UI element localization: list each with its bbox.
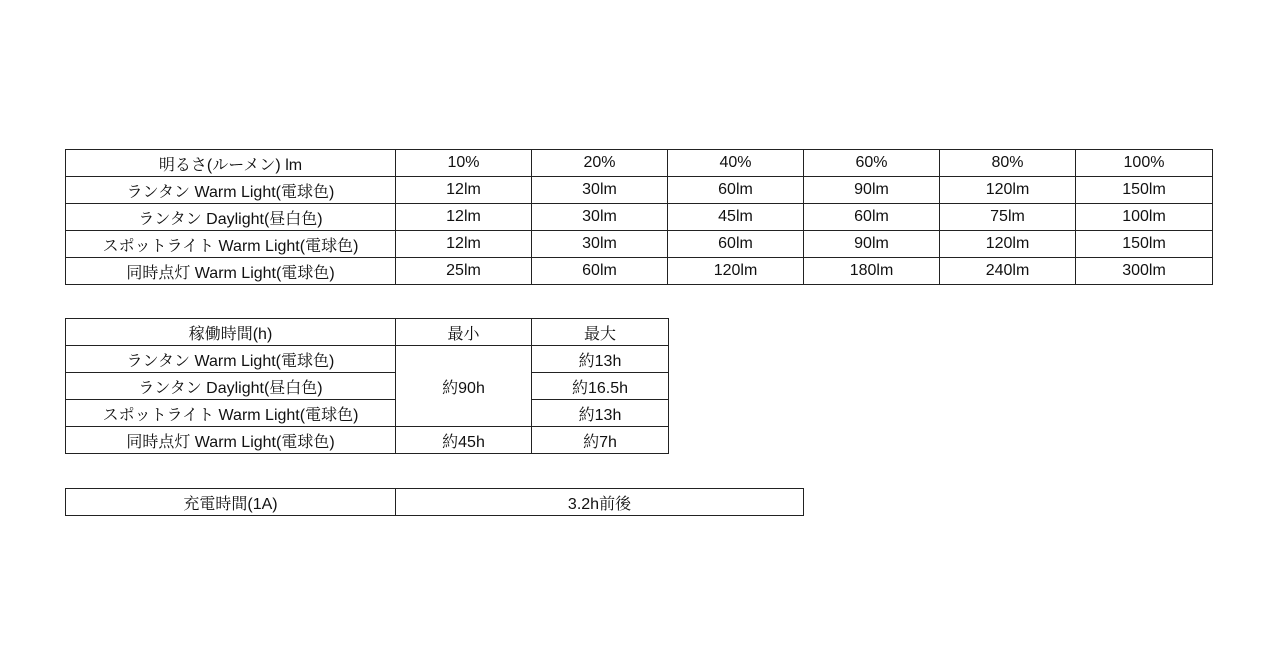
table-cell: 60lm	[668, 231, 804, 258]
table-cell: 60lm	[532, 258, 668, 285]
table-cell: 90lm	[804, 231, 940, 258]
row-label: ランタン Daylight(昼白色)	[66, 373, 396, 400]
table-cell: 30lm	[532, 204, 668, 231]
table-cell: 120lm	[668, 258, 804, 285]
charge-table	[65, 488, 804, 516]
table-cell: 30lm	[532, 231, 668, 258]
table-cell: 120lm	[940, 177, 1076, 204]
header-cell: 最大	[532, 319, 669, 346]
table-row	[66, 373, 669, 400]
table-cell: 3.2h前後	[396, 489, 804, 516]
table-cell: 約7h	[532, 427, 669, 454]
table-row	[66, 400, 669, 427]
row-label: スポットライト Warm Light(電球色)	[66, 400, 396, 427]
row-label: ランタン Daylight(昼白色)	[66, 204, 396, 231]
table-cell: 75lm	[940, 204, 1076, 231]
row-label: 同時点灯 Warm Light(電球色)	[66, 258, 396, 285]
table-cell: 150lm	[1076, 231, 1213, 258]
table-row	[66, 346, 669, 373]
table-cell: 約13h	[532, 346, 669, 373]
merged-min-cell: 約90h	[396, 346, 532, 427]
table-cell: 約45h	[396, 427, 532, 454]
table-cell: 120lm	[940, 231, 1076, 258]
header-cell: 稼働時間(h)	[66, 319, 396, 346]
header-cell: 明るさ(ルーメン) lm	[66, 150, 396, 177]
header-cell: 最小	[396, 319, 532, 346]
table-cell: 12lm	[396, 231, 532, 258]
table-cell: 30lm	[532, 177, 668, 204]
table-cell: 約16.5h	[532, 373, 669, 400]
row-label: 充電時間(1A)	[66, 489, 396, 516]
table-cell: 約13h	[532, 400, 669, 427]
header-cell: 20%	[532, 150, 668, 177]
table-cell: 300lm	[1076, 258, 1213, 285]
table-cell: 180lm	[804, 258, 940, 285]
row-label: 同時点灯 Warm Light(電球色)	[66, 427, 396, 454]
header-cell: 80%	[940, 150, 1076, 177]
table-cell: 90lm	[804, 177, 940, 204]
row-label: ランタン Warm Light(電球色)	[66, 177, 396, 204]
row-label: スポットライト Warm Light(電球色)	[66, 231, 396, 258]
table-cell: 240lm	[940, 258, 1076, 285]
table-row	[66, 489, 804, 516]
table-cell: 12lm	[396, 177, 532, 204]
table-row	[66, 427, 669, 454]
table-row	[66, 177, 1213, 204]
table-cell: 45lm	[668, 204, 804, 231]
table-cell: 60lm	[804, 204, 940, 231]
table-cell: 12lm	[396, 204, 532, 231]
table-header-row	[66, 150, 1213, 177]
table-cell: 60lm	[668, 177, 804, 204]
header-cell: 40%	[668, 150, 804, 177]
table-row	[66, 204, 1213, 231]
table-row	[66, 231, 1213, 258]
table-cell: 25lm	[396, 258, 532, 285]
table-cell: 150lm	[1076, 177, 1213, 204]
table-header-row	[66, 319, 669, 346]
brightness-table	[65, 149, 1213, 285]
table-row	[66, 258, 1213, 285]
header-cell: 10%	[396, 150, 532, 177]
header-cell: 100%	[1076, 150, 1213, 177]
header-cell: 60%	[804, 150, 940, 177]
runtime-table	[65, 318, 669, 454]
row-label: ランタン Warm Light(電球色)	[66, 346, 396, 373]
table-cell: 100lm	[1076, 204, 1213, 231]
